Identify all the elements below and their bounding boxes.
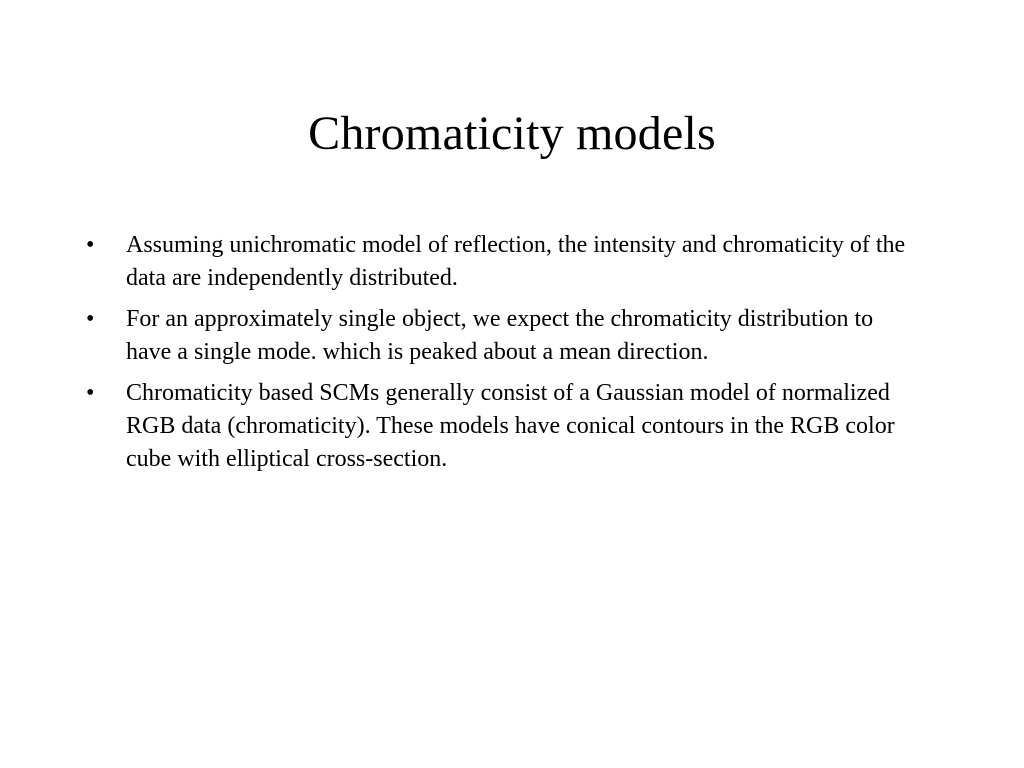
bullet-list (86, 229, 916, 484)
bullet-icon: • (86, 306, 95, 332)
bullet-icon: • (86, 232, 95, 258)
bullet-icon: • (86, 380, 95, 406)
bullet-text: For an approximately single object, we expect the chromaticity distribution to have a single mode. which is peaked about a mean direction. (126, 306, 874, 365)
slide-title: Chromaticity models (308, 107, 716, 160)
bullet-item (86, 377, 916, 476)
bullet-text: Assuming unichromatic model of reflection, the intensity and chromaticity of the data are independently distributed. (126, 232, 906, 291)
bullet-item (86, 303, 916, 369)
bullet-text: Chromaticity based SCMs generally consist of a Gaussian model of normalized RGB data (chromaticity). These models have conical contours in the RGB color cube with elliptical cross-section. (126, 380, 895, 472)
bullet-item (86, 229, 916, 295)
